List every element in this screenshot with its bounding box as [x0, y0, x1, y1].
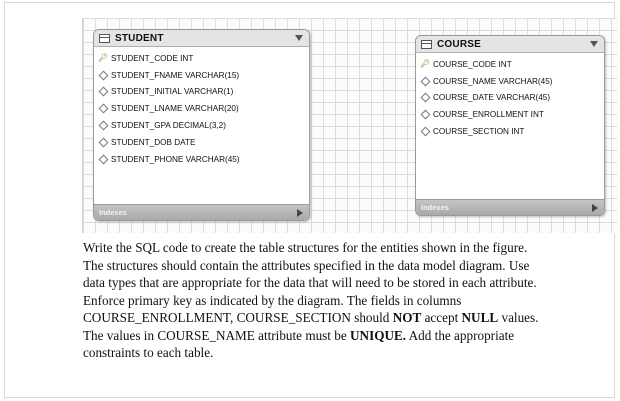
question-line: Enforce primary key as indicated by the diagram. The fields in columns: [83, 292, 462, 308]
key-icon: 🔑︎: [97, 53, 109, 63]
attribute-label: STUDENT_PHONE VARCHAR(45): [111, 154, 240, 164]
entity-course[interactable]: [415, 35, 605, 216]
attribute-row[interactable]: [98, 67, 309, 84]
attribute-row[interactable]: [98, 100, 309, 117]
question-line: The structures should contain the attributes specified in the data model diagram. Use: [83, 257, 530, 273]
expand-arrow-icon[interactable]: [297, 209, 303, 217]
entity-header[interactable]: [416, 36, 604, 53]
question-line: data types that are appropriate for the data that will need to be stored in each attribute.: [83, 275, 537, 290]
attribute-row[interactable]: [420, 106, 604, 123]
diamond-icon: [98, 88, 108, 95]
question-line: [83, 309, 615, 327]
table-icon: [99, 34, 110, 43]
text-span: The values in COURSE_NAME attribute must be: [83, 327, 351, 343]
emphasis-null: NULL: [461, 310, 499, 325]
entity-header[interactable]: [94, 30, 309, 47]
diamond-icon: [420, 94, 430, 101]
question-text: [83, 239, 615, 362]
attribute-row[interactable]: [420, 123, 604, 140]
attribute-label: STUDENT_CODE INT: [111, 53, 194, 63]
diamond-icon: [420, 111, 430, 118]
question-line: Write the SQL code to create the table structures for the entities shown in the figure.: [83, 240, 528, 255]
attribute-label: COURSE_CODE INT: [433, 59, 512, 69]
attribute-label: COURSE_DATE VARCHAR(45): [433, 93, 551, 103]
attribute-list: [416, 53, 604, 140]
attribute-row[interactable]: [420, 56, 604, 73]
attribute-row[interactable]: [420, 73, 604, 90]
diamond-icon: [98, 105, 108, 112]
attribute-row[interactable]: [98, 151, 309, 168]
diamond-icon: [98, 72, 108, 79]
attribute-row[interactable]: [98, 117, 309, 134]
collapse-arrow-icon[interactable]: [295, 35, 303, 41]
attribute-label: COURSE_NAME VARCHAR(45): [433, 76, 553, 86]
table-icon: [421, 40, 432, 49]
attribute-label: STUDENT_FNAME VARCHAR(15): [111, 70, 240, 80]
entity-title: COURSE: [437, 38, 481, 50]
collapse-arrow-icon[interactable]: [590, 41, 598, 47]
text-span: values.: [498, 310, 539, 325]
emphasis-not: NOT: [392, 310, 422, 325]
attribute-label: COURSE_ENROLLMENT INT: [433, 110, 544, 120]
entity-title: STUDENT: [115, 32, 164, 44]
text-span: Add the appropriate: [406, 327, 515, 343]
attribute-label: STUDENT_LNAME VARCHAR(20): [111, 104, 239, 114]
indexes-label: Indexes: [421, 203, 449, 212]
attribute-row[interactable]: [420, 90, 604, 107]
text-span: accept: [421, 310, 462, 325]
diamond-icon: [420, 128, 430, 135]
question-line: constraints to each table.: [83, 345, 214, 360]
attribute-row[interactable]: [98, 84, 309, 101]
key-icon: 🔑︎: [419, 59, 431, 69]
expand-arrow-icon[interactable]: [592, 204, 598, 212]
entity-student[interactable]: [93, 29, 310, 221]
emphasis-unique: UNIQUE.: [350, 327, 407, 343]
attribute-label: STUDENT_DOB DATE: [111, 137, 196, 147]
indexes-footer[interactable]: [416, 199, 604, 215]
text-span: COURSE_ENROLLMENT, COURSE_SECTION should: [83, 310, 393, 325]
diamond-icon: [98, 139, 108, 146]
attribute-list: [94, 47, 309, 168]
question-line: [83, 327, 615, 345]
attribute-label: STUDENT_GPA DECIMAL(3,2): [111, 121, 226, 131]
diamond-icon: [420, 78, 430, 85]
indexes-footer[interactable]: [94, 204, 309, 220]
attribute-label: COURSE_SECTION INT: [433, 127, 525, 137]
attribute-row[interactable]: [98, 50, 309, 67]
indexes-label: Indexes: [99, 208, 127, 217]
diamond-icon: [98, 156, 108, 163]
diamond-icon: [98, 122, 108, 129]
attribute-row[interactable]: [98, 134, 309, 151]
attribute-label: STUDENT_INITIAL VARCHAR(1): [111, 87, 234, 97]
